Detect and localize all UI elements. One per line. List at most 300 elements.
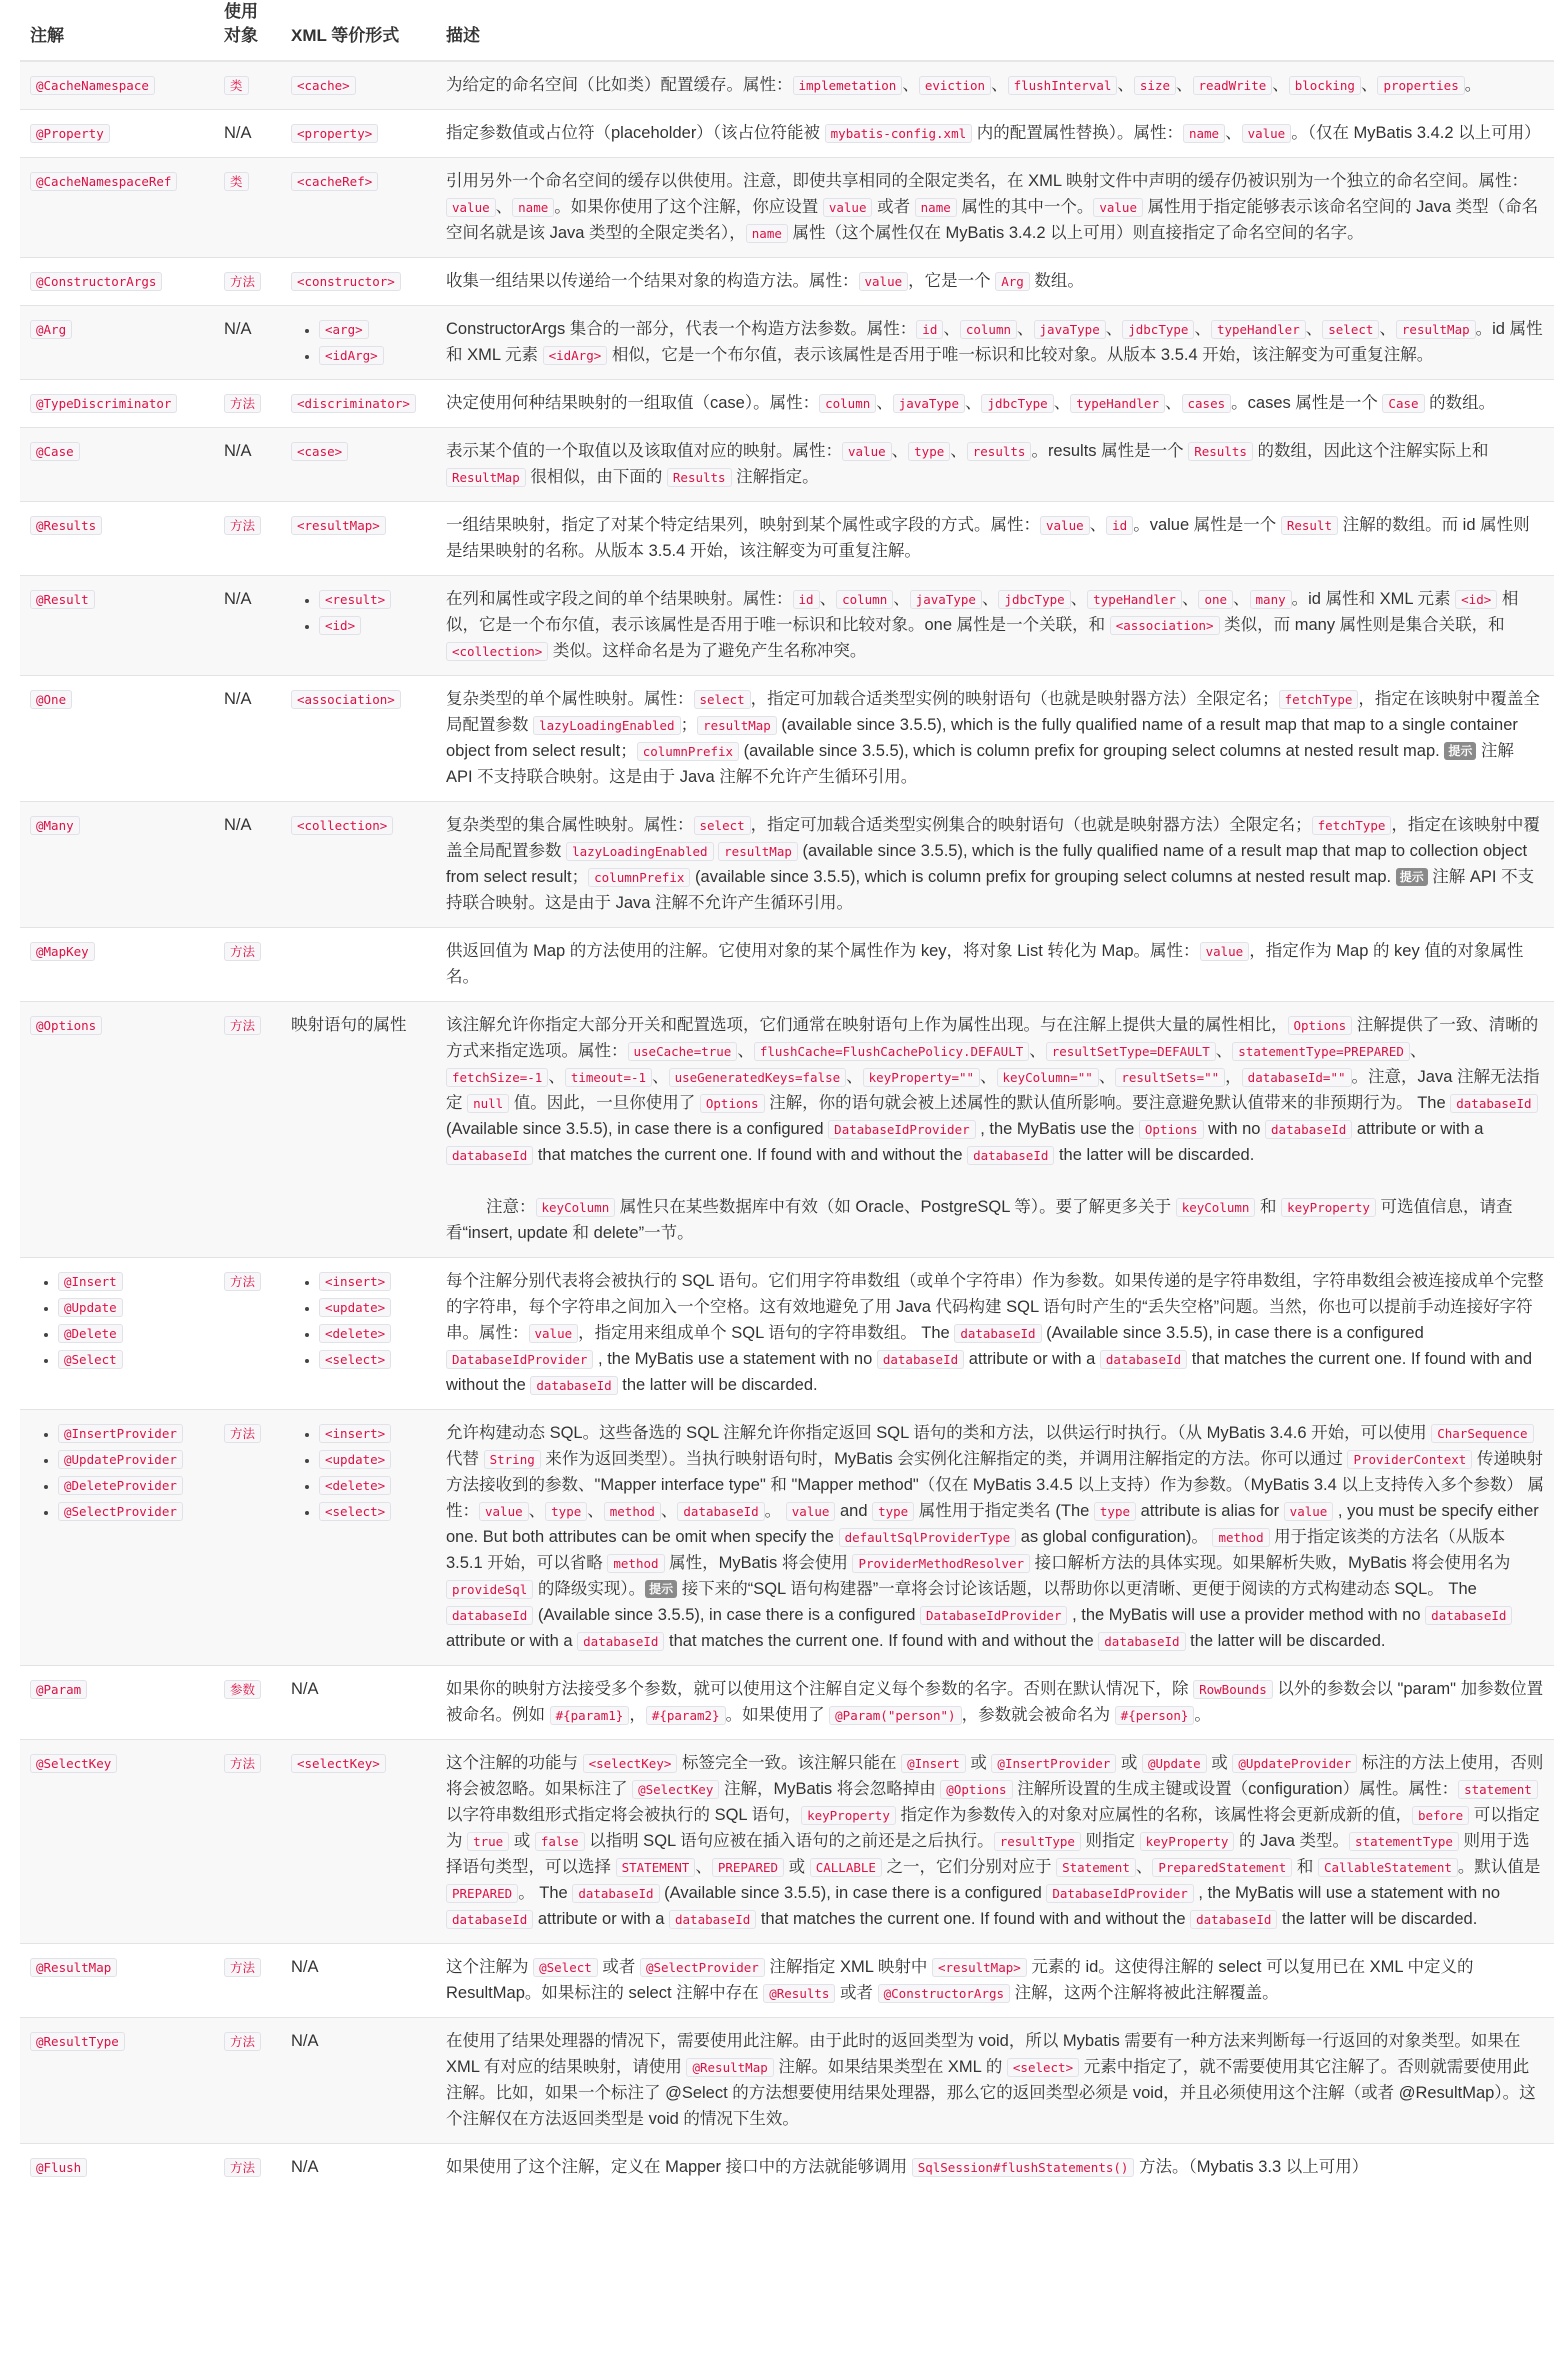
description-text: 、: [981, 590, 999, 608]
inline-code: columnPrefix: [637, 742, 739, 761]
inline-code: select: [694, 816, 751, 835]
annotation-list-item: [58, 1294, 204, 1320]
inline-code: databaseId: [1098, 1632, 1185, 1651]
target-code: 方法: [224, 272, 261, 291]
xml-list-item: [319, 1498, 426, 1524]
description-text: 、: [1379, 320, 1396, 338]
inline-code: keyProperty: [1281, 1198, 1376, 1217]
cell-xml: [281, 1002, 436, 1258]
inline-code: lazyLoadingEnabled: [533, 716, 680, 735]
description-text: 在使用了结果处理器的情况下，需要使用此注解。由于此时的返回类型为 void，所以 Mybatis 需要有一种方法来判断每一行返回的对象类型。如果在 XML 有对应的结果映射，请使用: [446, 2032, 1521, 2076]
description-text: (available since 3.5.5), which is column prefix for grouping select columns at nested result map.: [739, 742, 1445, 760]
description-text: 。如果使用了: [725, 1706, 830, 1724]
inline-code: @SelectKey: [632, 1780, 719, 1799]
description-text: 注解 API 不支持联合映射。这是由于 Java 注解不允许产生循环引用。: [446, 868, 1535, 912]
description-text: (available since 3.5.5), which is the fully qualified name of a result map that map to a single container object from select result；: [446, 716, 1518, 760]
cell-annotation: [20, 1666, 214, 1740]
inline-code: value: [823, 198, 873, 217]
description-text: 指定作为参数传入的对象对应属性的名称，该属性将会更新成新的值，: [895, 1806, 1412, 1824]
description-text: 元素的 id。这使得注解的 select 可以复用已在 XML 中定义的 ResultMap。如果标注的 select 注解中存在: [446, 1958, 1474, 2002]
description-text: 注意：: [486, 1198, 536, 1216]
description-text: ，指定用来组成单个 SQL 语句的字符串数组。 The: [578, 1324, 955, 1342]
inline-code: keyProperty: [801, 1806, 896, 1825]
annotation-list: [30, 1420, 204, 1524]
description-text: ，指定在该映射中覆盖全局配置参数: [446, 690, 1540, 734]
cell-annotation: [20, 1258, 214, 1410]
cell-annotation: [20, 258, 214, 306]
cell-target: [214, 1410, 281, 1666]
description-text: 该注解允许你指定大部分开关和配置选项，它们通常在映射语句上作为属性出现。与在注解上提供大量的属性相比，: [446, 1016, 1288, 1034]
description-paragraph: [446, 586, 1544, 664]
inline-code: STATEMENT: [616, 1858, 696, 1877]
inline-code: @Select: [533, 1958, 598, 1977]
cell-annotation: [20, 110, 214, 158]
inline-code: method: [604, 1502, 661, 1521]
xml-list-item: [319, 1446, 426, 1472]
description-paragraph: [446, 812, 1544, 916]
xml-code: <update>: [319, 1450, 391, 1469]
xml-code: <constructor>: [291, 272, 401, 291]
annotation-list-item: [58, 1346, 204, 1372]
table-row: [20, 676, 1554, 802]
xml-list: [291, 1268, 426, 1372]
cell-target: [214, 110, 281, 158]
inline-code: PreparedStatement: [1152, 1858, 1292, 1877]
description-paragraph: [446, 1954, 1544, 2006]
cell-description: [436, 676, 1554, 802]
inline-code: resultSetType=DEFAULT: [1046, 1042, 1216, 1061]
cell-description: [436, 1944, 1554, 2018]
inline-code: statementType=PREPARED: [1232, 1042, 1410, 1061]
description-text: 、: [1029, 1042, 1046, 1060]
description-text: 收集一组结果以传递给一个结果对象的构造方法。属性：: [446, 272, 859, 290]
description-paragraph: [446, 1676, 1544, 1728]
description-text: 、: [893, 590, 910, 608]
cell-description: [436, 258, 1554, 306]
cell-description: [436, 502, 1554, 576]
inline-code: Result: [1281, 516, 1338, 535]
cell-annotation: [20, 158, 214, 258]
description-text: that matches the current one. If found with and without the: [756, 1910, 1191, 1928]
description-text: 。results 属性是一个: [1031, 442, 1189, 460]
description-text: 、: [943, 320, 960, 338]
xml-code: <property>: [291, 124, 378, 143]
inline-code: size: [1134, 76, 1176, 95]
inline-code: databaseId: [1450, 1094, 1537, 1113]
description-text: , you must be specify either one. But both attributes can be omit when specify the: [446, 1502, 1539, 1546]
annotation-code: @Delete: [58, 1324, 123, 1343]
inline-code: typeHandler: [1087, 590, 1182, 609]
inline-code: <collection>: [446, 642, 548, 661]
description-text: 的数组。: [1424, 394, 1496, 412]
inline-code: databaseId: [677, 1502, 764, 1521]
target-code: 方法: [224, 394, 261, 413]
inline-code: ResultMap: [446, 468, 526, 487]
inline-code: value: [842, 442, 892, 461]
header-target-line-2: 对象: [224, 26, 258, 45]
target-code: 方法: [224, 1016, 261, 1035]
description-paragraph: [446, 168, 1544, 246]
inline-code: flushCache=FlushCachePolicy.DEFAULT: [754, 1042, 1029, 1061]
description-text: 接下来的“SQL 语句构建器”一章将会讨论该话题，以帮助你以更清晰、更便于阅读的方式构建动态 SQL。 The: [677, 1580, 1477, 1598]
inline-code: flushInterval: [1008, 76, 1118, 95]
inline-code: id: [1106, 516, 1133, 535]
description-text: 供返回值为 Map 的方法使用的注解。它使用对象的某个属性作为 key，将对象 List 转化为 Map。属性：: [446, 942, 1200, 960]
description-text: 、: [1215, 1042, 1233, 1060]
inline-code: Results: [667, 468, 732, 487]
annotation-list: [30, 1268, 204, 1372]
table-row: [20, 428, 1554, 502]
cell-xml: [281, 1740, 436, 1944]
annotation-code: @Property: [30, 124, 110, 143]
description-text: 在列和属性或字段之间的单个结果映射。属性：: [446, 590, 793, 608]
inline-code: ProviderMethodResolver: [852, 1554, 1030, 1573]
description-text: attribute is alias for: [1136, 1502, 1284, 1520]
annotation-code: @ResultType: [30, 2032, 125, 2051]
description-text: 很相似，由下面的: [525, 468, 667, 486]
description-text: 复杂类型的集合属性映射。属性：: [446, 816, 694, 834]
tip-badge: 提示: [1396, 868, 1428, 886]
xml-code: <delete>: [319, 1476, 391, 1495]
inline-code: useCache=true: [628, 1042, 738, 1061]
inline-code: ProviderContext: [1347, 1450, 1472, 1469]
annotation-list-item: [58, 1498, 204, 1524]
table-row: [20, 802, 1554, 928]
inline-code: value: [479, 1502, 529, 1521]
inline-code: javaType: [1034, 320, 1106, 339]
description-text: 、: [902, 76, 919, 94]
inline-code: DatabaseIdProvider: [920, 1606, 1067, 1625]
cell-description: [436, 158, 1554, 258]
description-text: ，参数就会被命名为: [961, 1706, 1115, 1724]
description-text: , the MyBatis use the: [975, 1120, 1139, 1138]
header-description: 描述: [436, 0, 1554, 61]
description-text: ConstructorArgs 集合的一部分，代表一个构造方法参数。属性：: [446, 320, 917, 338]
description-text: 数组。: [1029, 272, 1084, 290]
description-text: 、: [1098, 1068, 1116, 1086]
description-text: 一组结果映射，指定了对某个特定结果列，映射到某个属性或字段的方式。属性：: [446, 516, 1040, 534]
cell-description: [436, 1740, 1554, 1944]
annotation-code: @Many: [30, 816, 80, 835]
cell-annotation: [20, 576, 214, 676]
description-paragraph: [446, 268, 1544, 294]
target-code: 方法: [224, 2158, 261, 2177]
inline-code: #{param2}: [646, 1706, 726, 1725]
inline-code: databaseId="": [1242, 1068, 1352, 1087]
annotation-code: @Options: [30, 1016, 102, 1035]
inline-code: value: [859, 272, 909, 291]
description-text: 或: [1116, 1754, 1142, 1772]
description-text: (Available since 3.5.5), in case there is a configured: [533, 1606, 921, 1624]
description-text: 如果你的映射方法接受多个参数，就可以使用这个注解自定义每个参数的名字。否则在默认情况下，除: [446, 1680, 1194, 1698]
inline-code: databaseId: [954, 1324, 1041, 1343]
description-text: 、: [1135, 1858, 1153, 1876]
cell-xml: [281, 110, 436, 158]
description-text: (Available since 3.5.5), in case there is a configured: [1041, 1324, 1424, 1342]
inline-code: PREPARED: [446, 1884, 518, 1903]
description-text: 接口解析方法的具体实现。如果解析失败，MyBatis 将会使用名为: [1030, 1554, 1511, 1572]
xml-list-item: [319, 612, 426, 638]
description-text: 或: [1206, 1754, 1233, 1772]
description-text: , the MyBatis will use a statement with no: [1193, 1884, 1501, 1902]
inline-code: type: [872, 1502, 914, 1521]
description-text: 内的配置属性替换）。属性：: [972, 124, 1183, 142]
xml-list-item: [319, 1268, 426, 1294]
inline-code: javaType: [893, 394, 965, 413]
description-text: 注解 API 不支持联合映射。这是由于 Java 注解不允许产生循环引用。: [446, 742, 1514, 786]
inline-code: databaseId: [1265, 1120, 1352, 1139]
description-text: 之一，它们分别对应于: [881, 1858, 1057, 1876]
xml-code: <arg>: [319, 320, 369, 339]
inline-code: @ResultMap: [686, 2058, 773, 2077]
description-text: 允许构建动态 SQL。这些备选的 SQL 注解允许你指定返回 SQL 语句的类和方法，以供运行时执行。（从 MyBatis 3.4.6 开始，可以使用: [446, 1424, 1432, 1442]
xml-text: N/A: [291, 1958, 319, 1976]
target-text: N/A: [224, 816, 252, 834]
annotation-code: @InsertProvider: [58, 1424, 183, 1443]
cell-annotation: [20, 1944, 214, 2018]
table-row: [20, 110, 1554, 158]
inline-code: properties: [1377, 76, 1464, 95]
inline-code: method: [607, 1554, 664, 1573]
description-text: 每个注解分别代表将会被执行的 SQL 语句。它们用字符串数组（或单个字符串）作为参数。如果传递的是字符串数组，字符串数组会被连接成单个完整的字符串，每个字符串之间加入一个空格。这有效地避免了用 Java 代码构建 SQL 语句时产生的“丢失空格”问题。当然，你也可以提前手动连接好字符串。属性：: [446, 1272, 1544, 1342]
cell-annotation: [20, 428, 214, 502]
inline-code: many: [1250, 590, 1292, 609]
description-text: ，指定在该映射中覆盖全局配置参数: [446, 816, 1540, 860]
target-code: 参数: [224, 1680, 261, 1699]
xml-code: <association>: [291, 690, 401, 709]
xml-code: <case>: [291, 442, 348, 461]
annotation-code: @UpdateProvider: [58, 1450, 183, 1469]
annotations-table: [20, 0, 1554, 2191]
inline-code: @InsertProvider: [991, 1754, 1116, 1773]
inline-code: one: [1198, 590, 1233, 609]
cell-target: [214, 1740, 281, 1944]
inline-code: jdbcType: [981, 394, 1053, 413]
description-text: 决定使用何种结果映射的一组取值（case）。属性：: [446, 394, 820, 412]
description-text: 元素中指定了，就不需要使用其它注解了。否则就需要使用此注解。比如，如果一个标注了 @Select 的方法想要使用结果处理器，那么它的返回类型必须是 void，并且必须使用这个注解（或者 @ResultMap）。这个注解仅在方法返回类型是 void 的情况下生效。: [446, 2058, 1536, 2128]
description-text: 、: [1070, 590, 1088, 608]
table-row: [20, 502, 1554, 576]
inline-code: resultMap: [718, 842, 798, 861]
annotation-list-item: [58, 1268, 204, 1294]
description-text: 、: [1089, 516, 1107, 534]
tip-badge: 提示: [1444, 742, 1476, 760]
inline-code: before: [1412, 1806, 1469, 1825]
table-row: [20, 2144, 1554, 2192]
inline-code: databaseId: [967, 1146, 1054, 1165]
annotation-list-item: [58, 1472, 204, 1498]
description-text: 属性的其中一个。: [956, 198, 1094, 216]
annotation-code: @MapKey: [30, 942, 95, 961]
header-target: [214, 0, 281, 61]
description-paragraph: [446, 316, 1544, 368]
description-text: 和: [1255, 1198, 1282, 1216]
inline-code: type: [908, 442, 950, 461]
inline-code: #{param1}: [550, 1706, 630, 1725]
cell-target: [214, 1002, 281, 1258]
cell-target: [214, 306, 281, 380]
cell-target: [214, 428, 281, 502]
description-text: 则用于选择语句类型，可以选择: [446, 1832, 1530, 1876]
description-paragraph: [446, 1194, 1544, 1246]
description-text: 注解所设置的生成主键或设置（configuration）属性。属性：: [1012, 1780, 1459, 1798]
annotation-code: @CacheNamespaceRef: [30, 172, 177, 191]
description-text: 、: [1165, 394, 1182, 412]
target-code: 类: [224, 172, 249, 191]
inline-code: databaseId: [446, 1606, 533, 1625]
description-text: ，指定作为 Map 的 key 值的对象属性名。: [446, 942, 1524, 986]
inline-code: typeHandler: [1211, 320, 1306, 339]
annotation-code: @Arg: [30, 320, 72, 339]
inline-code: statementType: [1349, 1832, 1459, 1851]
cell-xml: [281, 258, 436, 306]
inline-code: name: [915, 198, 957, 217]
description-paragraph: [446, 1012, 1544, 1168]
target-code: 方法: [224, 1424, 261, 1443]
inline-code: columnPrefix: [588, 868, 690, 887]
inline-code: CharSequence: [1431, 1424, 1533, 1443]
description-text: 的数组，因此这个注解实际上和: [1252, 442, 1489, 460]
description-text: 或者: [597, 1958, 640, 1976]
xml-code: <result>: [319, 590, 391, 609]
table-body: [20, 61, 1554, 2191]
description-text: 和: [1292, 1858, 1318, 1876]
inline-code: javaType: [910, 590, 982, 609]
inline-code: jdbcType: [1122, 320, 1194, 339]
cell-description: [436, 1666, 1554, 1740]
description-text: and: [835, 1502, 873, 1520]
xml-list-item: [319, 1472, 426, 1498]
description-paragraph: [446, 72, 1544, 98]
cell-annotation: [20, 1410, 214, 1666]
description-text: ；: [680, 716, 698, 734]
inline-code: typeHandler: [1070, 394, 1165, 413]
xml-list-item: [319, 316, 426, 342]
table-row: [20, 306, 1554, 380]
description-text: that matches the current one. If found with and without the: [664, 1632, 1099, 1650]
inline-code: #{person}: [1115, 1706, 1195, 1725]
description-paragraph: [446, 120, 1544, 146]
description-text: the latter will be discarded.: [1054, 1146, 1255, 1164]
table-row: [20, 928, 1554, 1002]
annotation-code: @Result: [30, 590, 95, 609]
inline-code: @Results: [763, 1984, 835, 2003]
cell-description: [436, 306, 1554, 380]
inline-code: @Options: [940, 1780, 1012, 1799]
description-text: 、: [1105, 320, 1123, 338]
table-row: [20, 1410, 1554, 1666]
inline-code: id: [916, 320, 943, 339]
xml-code: <insert>: [319, 1424, 391, 1443]
table-header: [20, 0, 1554, 61]
cell-annotation: [20, 802, 214, 928]
cell-description: [436, 2144, 1554, 2192]
description-text: 属性，MyBatis 将会使用: [664, 1554, 853, 1572]
description-text: 用于指定该类的方法名（从版本 3.5.1 开始，可以省略: [446, 1528, 1506, 1572]
description-paragraph: [446, 2154, 1544, 2180]
inline-code: blocking: [1289, 76, 1361, 95]
inline-code: type: [1094, 1502, 1136, 1521]
xml-text: N/A: [291, 1680, 319, 1698]
inline-code: value: [1093, 198, 1143, 217]
description-text: 、: [1233, 590, 1250, 608]
xml-code: <idArg>: [319, 346, 384, 365]
cell-description: [436, 576, 1554, 676]
inline-code: databaseId: [446, 1910, 533, 1929]
inline-code: keyProperty: [1140, 1832, 1235, 1851]
xml-text: N/A: [291, 2032, 319, 2050]
inline-code: <select>: [1007, 2058, 1079, 2077]
description-text: the latter will be discarded.: [1185, 1632, 1386, 1650]
description-text: 、: [846, 1068, 863, 1086]
cell-xml: [281, 1666, 436, 1740]
description-text: 、: [980, 1068, 997, 1086]
xml-list: [291, 1420, 426, 1524]
cell-description: [436, 2018, 1554, 2144]
table-row: [20, 576, 1554, 676]
table-row: [20, 1666, 1554, 1740]
inline-code: value: [1200, 942, 1250, 961]
description-text: 注解。如果结果类型在 XML 的: [773, 2058, 1007, 2076]
xml-code: <cache>: [291, 76, 356, 95]
cell-xml: [281, 306, 436, 380]
inline-code: jdbcType: [998, 590, 1070, 609]
description-text: 属性用于指定类名 (The: [914, 1502, 1094, 1520]
cell-description: [436, 802, 1554, 928]
description-text: 的 Java 类型。: [1234, 1832, 1350, 1850]
table-row: [20, 158, 1554, 258]
description-text: 、: [964, 394, 982, 412]
description-paragraph: [446, 1420, 1544, 1654]
target-code: 方法: [224, 1272, 261, 1291]
description-text: 或者: [872, 198, 915, 216]
description-text: 来作为返回类型）。当执行映射语句时，MyBatis 会实例化注解指定的类，并调用注解指定的方法。你可以通过: [540, 1450, 1348, 1468]
description-text: 、: [695, 1858, 712, 1876]
description-text: 注解指定。: [731, 468, 819, 486]
inline-code: CallableStatement: [1318, 1858, 1458, 1877]
cell-target: [214, 576, 281, 676]
cell-target: [214, 2144, 281, 2192]
description-text: (available since 3.5.5), which is column prefix for grouping select columns at nested result map.: [690, 868, 1396, 886]
description-paragraph: [446, 1268, 1544, 1398]
description-text: 、: [1409, 1042, 1427, 1060]
description-text: 或: [784, 1858, 810, 1876]
description-paragraph: [446, 512, 1544, 564]
description-text: 注解的数组。而 id 属性则是结果映射的名称。从版本 3.5.4 开始，该注解变为可重复注解。: [446, 516, 1530, 560]
cell-xml: [281, 1944, 436, 2018]
description-text: 相似，它是一个布尔值，表示该属性是否用于唯一标识和比较对象。one 属性是一个关联，和: [446, 590, 1519, 634]
xml-code: <discriminator>: [291, 394, 416, 413]
cell-xml: [281, 158, 436, 258]
description-text: 、: [1360, 76, 1378, 94]
description-text: 相似，它是一个布尔值，表示该属性是否用于唯一标识和比较对象。从版本 3.5.4 开始，该注解变为可重复注解。: [607, 346, 1434, 364]
cell-xml: [281, 802, 436, 928]
cell-annotation: [20, 928, 214, 1002]
inline-code: name: [512, 198, 554, 217]
cell-xml: [281, 1258, 436, 1410]
inline-code: databaseId: [1100, 1350, 1187, 1369]
table-row: [20, 1740, 1554, 1944]
description-text: 、: [1305, 320, 1323, 338]
table-row: [20, 1944, 1554, 2018]
description-text: 标签完全一致。该注解只能在: [677, 1754, 902, 1772]
header-annotation: 注解: [20, 0, 214, 61]
description-text: attribute or with a: [533, 1910, 669, 1928]
cell-annotation: [20, 306, 214, 380]
inline-code: select: [694, 690, 751, 709]
target-text: N/A: [224, 590, 252, 608]
description-text: 属性只在某些数据库中有效（如 Oracle、PostgreSQL 等）。要了解更多关于: [615, 1198, 1176, 1216]
